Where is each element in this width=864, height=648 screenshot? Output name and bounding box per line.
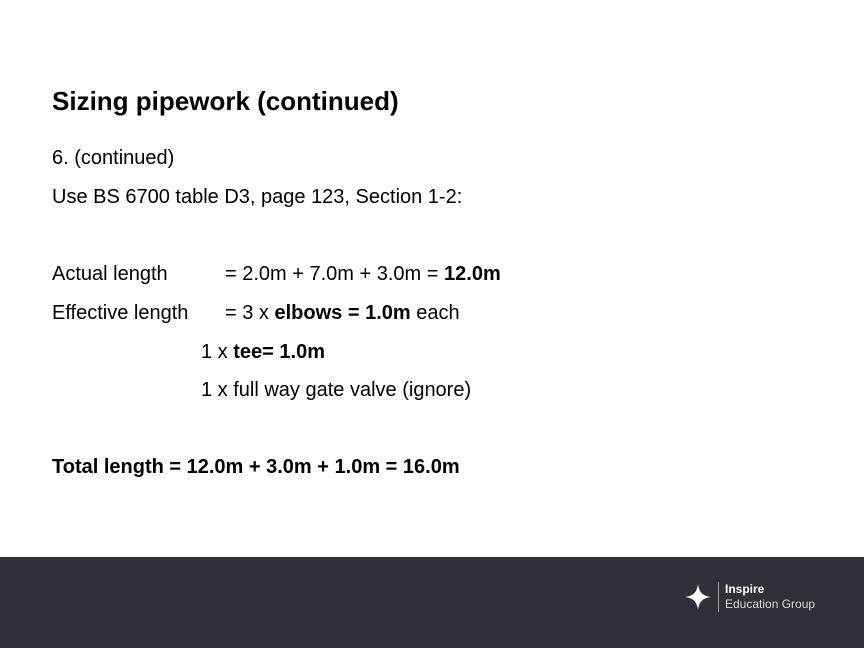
logo-name: Inspire (725, 582, 765, 596)
valve-line: 1 x full way gate valve (ignore) (201, 379, 472, 401)
step-text: 6. (continued) (52, 147, 175, 169)
effective-length-elbows (225, 301, 460, 325)
actual-length-result: 12.0m (444, 263, 501, 285)
logo-divider (718, 582, 719, 612)
elbows-value: elbows = 1.0m (274, 302, 411, 324)
effective-length-label: Effective length (52, 302, 189, 324)
logo-text (725, 582, 815, 612)
reference-text: Use BS 6700 table D3, page 123, Section 1-2: (52, 186, 463, 208)
elbows-suffix: each (410, 302, 460, 324)
actual-length-equation (225, 262, 501, 286)
elbows-prefix: = 3 x (225, 302, 275, 324)
total-length: Total length = 12.0m + 3.0m + 1.0m = 16.0m (52, 456, 460, 478)
logo (684, 582, 815, 612)
logo-subname: Education Group (725, 597, 816, 611)
slide-title: Sizing pipework (continued) (52, 86, 399, 116)
star-icon (684, 583, 712, 611)
actual-length-label: Actual length (52, 263, 168, 285)
tee-line (201, 340, 325, 364)
actual-length-sum: = 2.0m + 7.0m + 3.0m = (225, 263, 445, 285)
tee-prefix: 1 x (201, 341, 234, 363)
tee-value: tee= 1.0m (233, 341, 325, 363)
